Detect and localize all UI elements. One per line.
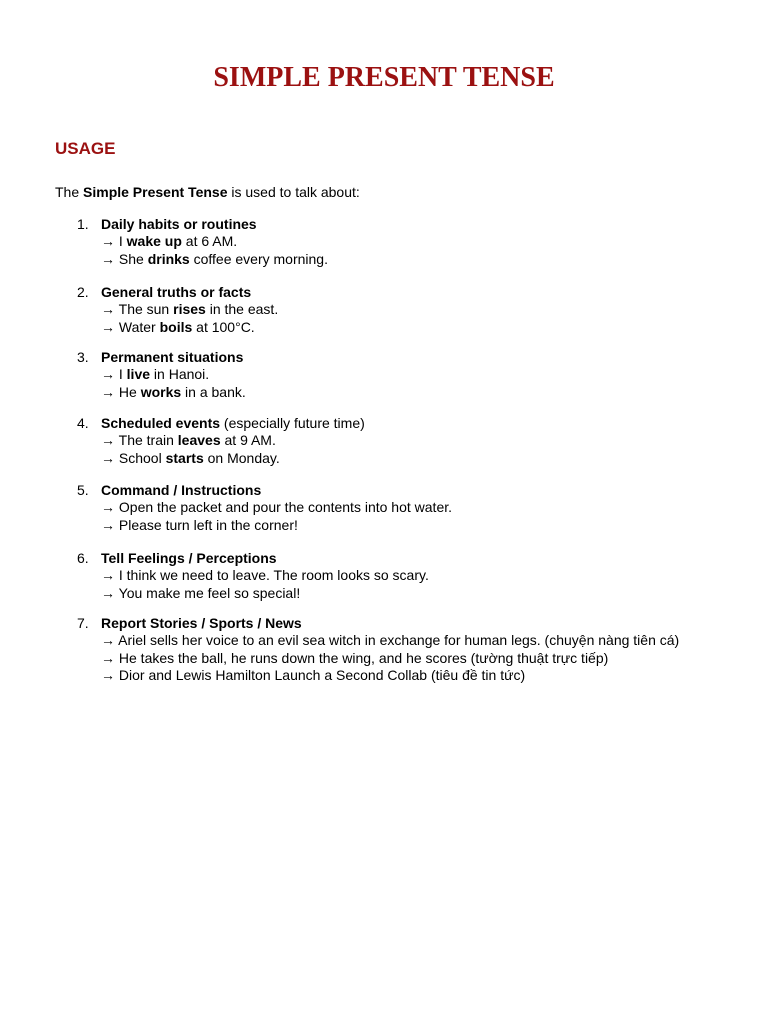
example-text: coffee every morning. (189, 250, 328, 267)
list-item-number: 4. (77, 415, 89, 431)
example-verb: leaves (177, 432, 221, 448)
list-item-number: 7. (77, 615, 89, 631)
list-item-heading: Scheduled events (101, 415, 221, 431)
list-item-note: (especially future time) (220, 415, 365, 431)
intro-bold-term: Simple Present Tense (83, 184, 228, 200)
example-sentence (101, 567, 741, 585)
example-sentence (101, 384, 741, 402)
example-sentence (101, 251, 741, 269)
example-text: → He (101, 383, 141, 400)
list-item-body (101, 215, 741, 268)
list-item-body (101, 283, 741, 336)
example-text: → Please turn left in the corner! (101, 516, 298, 533)
example-text: → I (101, 366, 127, 382)
example-sentence (101, 319, 741, 337)
list-item-heading: Tell Feelings / Perceptions (101, 550, 277, 566)
intro-paragraph (55, 183, 360, 201)
list-item-number: 3. (77, 349, 89, 365)
list-item-title (101, 215, 741, 233)
list-item-title (101, 283, 741, 301)
list-item-number: 1. (77, 216, 89, 232)
example-sentence (101, 450, 741, 468)
list-item-heading: General truths or facts (101, 284, 252, 300)
intro-text-end: is used to talk about: (227, 184, 360, 200)
example-text: → Ariel sells her voice to an evil sea witch in exchange for human legs. (chuyện nàng tiên cá) (101, 632, 680, 648)
list-item-title (101, 481, 741, 499)
example-sentence (101, 632, 741, 650)
example-verb: drinks (147, 250, 190, 267)
example-sentence (101, 432, 741, 450)
example-text: → You make me feel so special! (101, 584, 301, 601)
example-sentence (101, 667, 741, 685)
list-item-title (101, 414, 741, 432)
example-text: → The train (101, 432, 178, 448)
list-item-title (101, 348, 741, 366)
list-item-heading: Daily habits or routines (101, 216, 257, 232)
list-item-heading: Command / Instructions (101, 482, 262, 498)
example-sentence (101, 517, 741, 535)
list-item-heading: Permanent situations (101, 349, 244, 365)
example-text: → I think we need to leave. The room looks so scary. (101, 567, 429, 583)
example-text: → She (101, 250, 148, 267)
example-sentence (101, 301, 741, 319)
example-sentence (101, 366, 741, 384)
example-verb: starts (165, 449, 204, 466)
example-text: at 9 AM. (220, 432, 276, 448)
example-text: → He takes the ball, he runs down the wing, and he scores (tường thuật trực tiếp) (101, 649, 609, 666)
example-text: at 100°C. (192, 318, 255, 335)
section-heading-usage: USAGE (55, 139, 116, 158)
example-text: → Dior and Lewis Hamilton Launch a Second Collab (tiêu đề tin tức) (101, 667, 526, 683)
example-verb: boils (159, 318, 193, 335)
example-text: → Open the packet and pour the contents into hot water. (101, 499, 453, 515)
example-sentence (101, 233, 741, 251)
example-text: in the east. (205, 301, 279, 317)
example-text: → I (101, 233, 127, 249)
example-verb: live (126, 366, 151, 382)
list-item-number: 5. (77, 482, 89, 498)
example-sentence (101, 585, 741, 603)
intro-text-start: The (55, 184, 84, 200)
example-verb: works (140, 383, 182, 400)
example-text: → Water (101, 318, 160, 335)
example-text: on Monday. (203, 449, 280, 466)
list-item-number: 2. (77, 284, 89, 300)
example-sentence (101, 650, 741, 668)
list-item-title (101, 549, 741, 567)
example-text: at 6 AM. (181, 233, 238, 249)
example-verb: wake up (126, 233, 182, 249)
list-item-body (101, 481, 741, 534)
list-item-title (101, 614, 741, 632)
example-text: → School (101, 449, 166, 466)
list-item-body (101, 549, 741, 602)
list-item-number: 6. (77, 550, 89, 566)
list-item-body (101, 414, 741, 467)
list-item-heading: Report Stories / Sports / News (101, 615, 302, 631)
example-text: → The sun (101, 301, 174, 317)
example-verb: rises (173, 301, 206, 317)
list-item-body (101, 348, 741, 401)
example-text: in a bank. (181, 383, 246, 400)
example-text: in Hanoi. (150, 366, 210, 382)
page-title: SIMPLE PRESENT TENSE (213, 62, 555, 93)
example-sentence (101, 499, 741, 517)
list-item-body (101, 614, 741, 685)
